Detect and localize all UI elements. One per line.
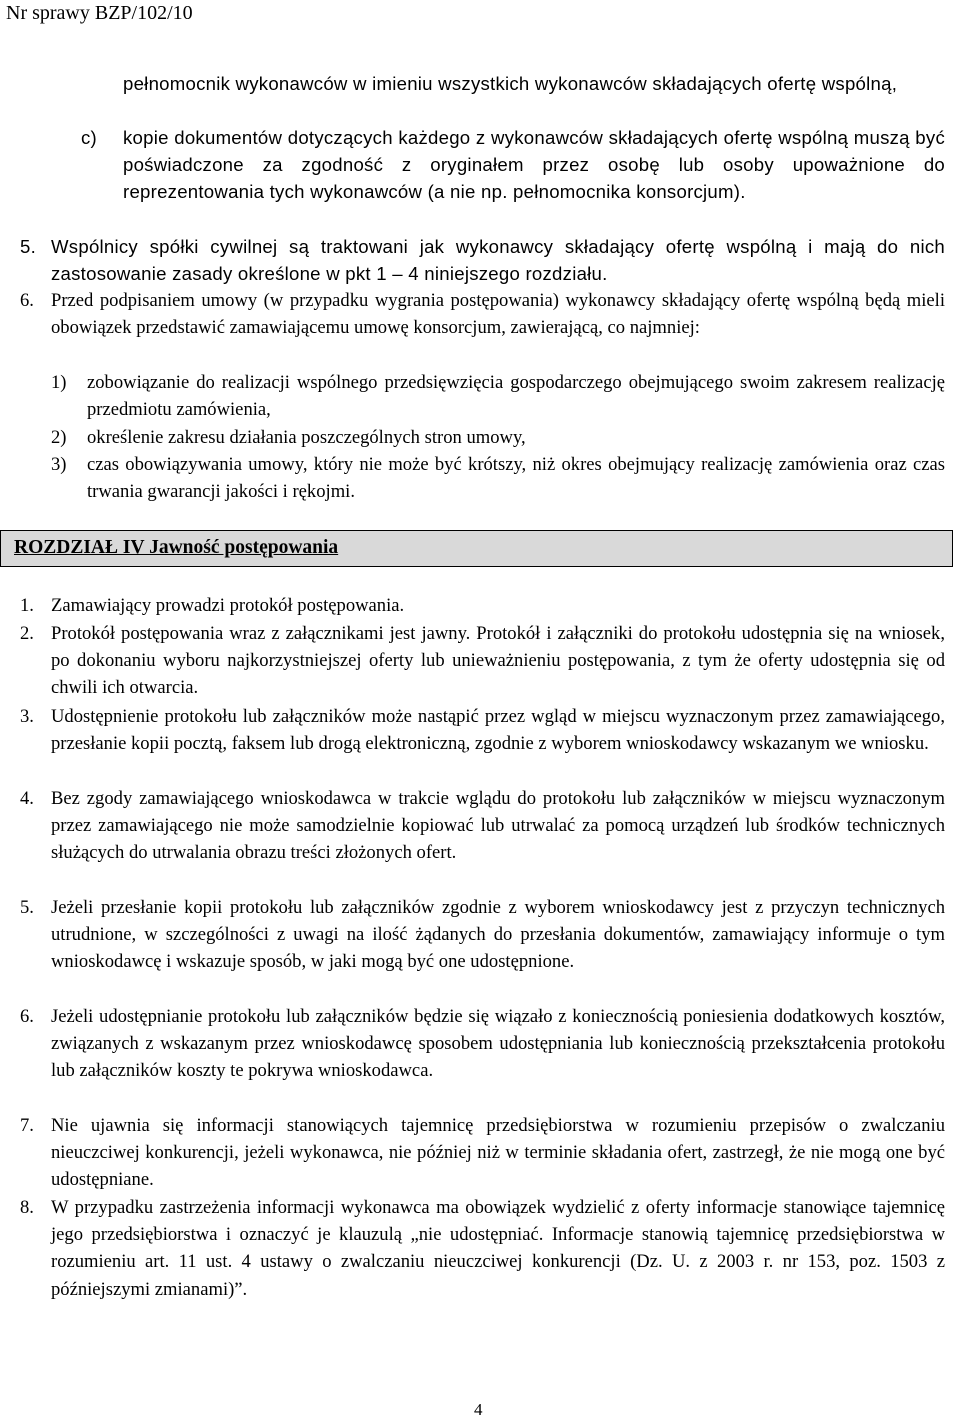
list-item-number: 6. [20,1006,34,1027]
list-item [20,233,945,287]
list-item-number: 1. [20,595,34,616]
sub-list-item [51,451,945,505]
list-item-text: Bez zgody zamawiającego wnioskodawca w trakcie wglądu do protokołu lub załączników w miejscu wyznaczonym przez zamawiającego nie może samodzielnie kopiować lub utrwalać za pomocą urządzeń lub środków technicznych służących do utrwalania obrazu treści złożonych ofert. [51,788,945,864]
page-number: 4 [474,1400,483,1419]
sub-list-item-number: 2) [51,427,67,448]
chapter-title: ROZDZIAŁ IV Jawność postępowania [14,537,339,558]
list-item-text: Nie ujawnia się informacji stanowiących tajemnicę przedsiębiorstwa w rozumieniu przepisów o zwalczaniu nieuczciwej konkurencji, jeżeli wykonawca, nie później niż w terminie składania ofert, zastrzegł, że nie mogą one być udostępniane. [51,1115,945,1191]
item-c [81,124,945,206]
list-item-number: 3. [20,706,34,727]
sub-list-item [51,424,945,451]
list-item-text: Zamawiający prowadzi protokół postępowania. [51,595,405,616]
list-item-text: Jeżeli przesłanie kopii protokołu lub załączników zgodnie z wyborem wnioskodawcy jest z przyczyn technicznych utrudnione, w szczególności z uwagi na ilość żądanych do przesłania dokumentów, zamawiający informuje o tym wnioskodawcę i wskazuje sposób, w jaki mogą być one udostępnione. [51,897,945,973]
item-b-continuation: pełnomocnik wykonawców w imieniu wszystkich wykonawców składających ofertę wspólną, [123,73,898,94]
item-c-label: c) [81,127,97,148]
sub-list-item-number: 1) [51,372,67,393]
list-item-number: 7. [20,1115,34,1136]
list-item-number: 2. [20,623,34,644]
list-item [20,1003,945,1085]
list-item-number: 5. [20,897,34,918]
list-item [20,592,945,619]
list-item-text: W przypadku zastrzeżenia informacji wykonawca ma obowiązek wydzielić z oferty informacje stanowiące tajemnicę jego przedsiębiorstwa i oznaczyć je klauzulą „nie udostępniać. Informacje stanowią tajemnicę przedsiębiorstwa w rozumieniu art. 11 ust. 4 ustawy o zwalczaniu nieuczciwej konkurencji (Dz. U. z 2003 r. nr 153, poz. 1503 z późniejszymi zmianami)”. [51,1197,945,1300]
list-item [20,1112,945,1194]
list-item [20,785,945,867]
item-c-text: kopie dokumentów dotyczących każdego z wykonawców składających ofertę wspólną muszą być poświadczone za zgodność z oryginałem przez osobę lub osoby upoważnione do reprezentowania tych wykonawców (a nie np. pełnomocnika konsorcjum). [123,127,945,203]
list-item-number: 5. [20,236,37,257]
list-item-number: 6. [20,290,34,311]
sub-list-item [51,369,945,423]
sub-list-item-text: czas obowiązywania umowy, który nie może być krótszy, niż okres obejmujący realizację zamówienia oraz czas trwania gwarancji jakości i rękojmi. [87,454,945,503]
list-item [20,620,945,702]
case-number-header: Nr sprawy BZP/102/10 [6,2,193,24]
list-item-text: Protokół postępowania wraz z załącznikami jest jawny. Protokół i załączniki do protokołu udostępnia się na wniosek, po dokonaniu wyboru najkorzystniejszej oferty lub unieważnieniu postępowania, z tym że oferty udostępnia się od chwili ich otwarcia. [51,623,945,699]
list-item-text: Przed podpisaniem umowy (w przypadku wygrania postępowania) wykonawcy składający ofertę wspólną będą mieli obowiązek przedstawić zamawiającemu umowę konsorcjum, zawierającą, co najmniej: [51,290,945,339]
list-item [20,894,945,976]
list-item [20,1194,945,1303]
list-item-number: 4. [20,788,34,809]
sub-list-item-number: 3) [51,454,67,475]
list-item-text: Udostępnienie protokołu lub załączników może nastąpić przez wgląd w miejscu wyznaczonym przez zamawiającego, przesłanie kopii pocztą, faksem lub drogą elektroniczną, zgodnie z wyborem wnioskodawcy wskazanym we wniosku. [51,706,945,755]
list-item [20,287,945,341]
list-item-number: 8. [20,1197,34,1218]
chapter-heading-box [0,530,953,567]
sub-list-item-text: określenie zakresu działania poszczególnych stron umowy, [87,427,526,448]
list-item [20,703,945,757]
list-item-text: Jeżeli udostępnianie protokołu lub załączników będzie się wiązało z koniecznością poniesienia dodatkowych kosztów, związanych z wskazanym przez wnioskodawcę sposobem udostępniania lub koniecznością przekształcenia protokołu lub załączników koszty te pokrywa wnioskodawca. [51,1006,945,1082]
sub-list-item-text: zobowiązanie do realizacji wspólnego przedsięwzięcia gospodarczego obejmującego swoim zakresem realizację przedmiotu zamówienia, [87,372,945,421]
list-item-text: Wspólnicy spółki cywilnej są traktowani jak wykonawcy składający ofertę wspólną i mają do nich zastosowanie zasady określone w pkt 1 – 4 niniejszego rozdziału. [51,236,945,285]
